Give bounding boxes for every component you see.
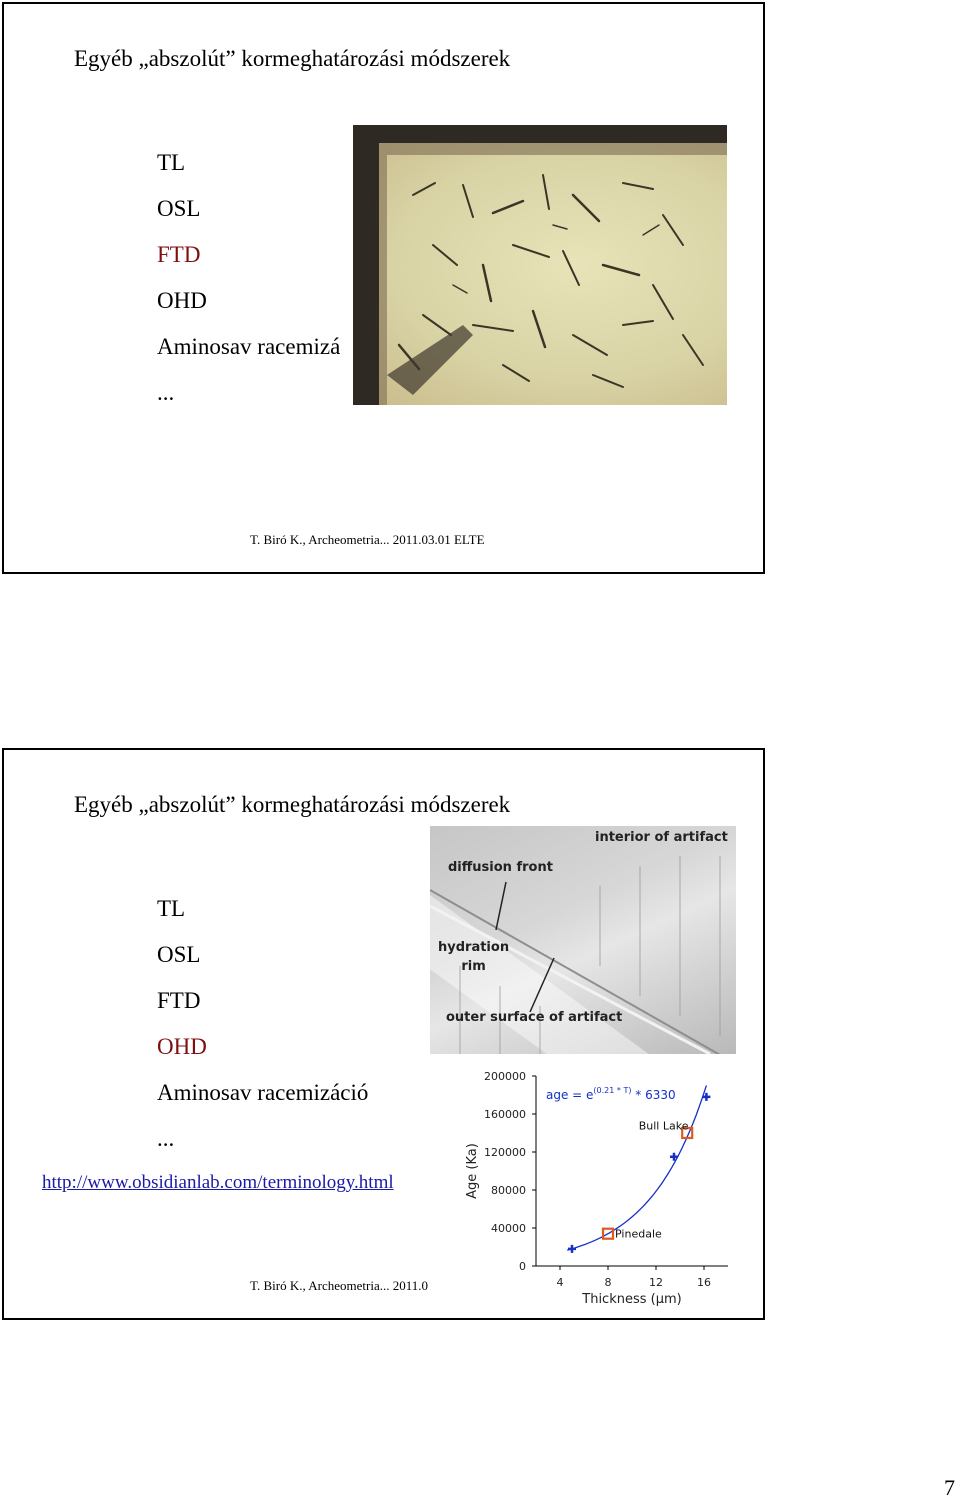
page-number: 7 <box>944 1475 955 1500</box>
x-tick-label: 4 <box>556 1276 564 1289</box>
method-item-ohd: OHD <box>157 1034 207 1059</box>
annotation-label: Bull Lake <box>638 1119 689 1133</box>
y-tick-label: 0 <box>519 1260 526 1273</box>
obsidianlab-link[interactable]: http://www.obsidianlab.com/terminology.html <box>42 1172 394 1193</box>
microscope-crystal-photo <box>353 125 727 405</box>
formula-suffix: * 6330 <box>631 1088 676 1102</box>
method-item-tl: TL <box>157 896 186 921</box>
y-axis-title: Age (Ka) <box>465 1143 480 1199</box>
method-item-ellipsis: ... <box>157 380 175 405</box>
x-tick-label: 8 <box>604 1276 612 1289</box>
method-item-ftd: FTD <box>157 988 201 1013</box>
method-item-aminosav: Aminosav racemizáció <box>157 1080 369 1105</box>
label-interior-of-artifact: interior of artifact <box>595 830 728 845</box>
hydration-rim-photo <box>430 826 736 1054</box>
formula-label <box>546 1086 676 1102</box>
method-item-aminosav: Aminosav racemizá <box>157 334 341 359</box>
method-item-ohd: OHD <box>157 288 207 313</box>
label-outer-surface: outer surface of artifact <box>446 1010 623 1025</box>
slide-1-footer: T. Biró K., Archeometria... 2011.03.01 ELTE <box>250 532 485 547</box>
method-item-ellipsis: ... <box>157 1126 175 1151</box>
formula-prefix: age = e <box>546 1088 594 1102</box>
slide-2-footer: T. Biró K., Archeometria... 2011.0 <box>250 1278 428 1293</box>
y-tick-label: 40000 <box>491 1222 526 1235</box>
fit-curve <box>567 1086 706 1251</box>
label-hydration-rim <box>438 938 509 976</box>
method-list-2 <box>157 894 368 1170</box>
method-list <box>157 148 340 424</box>
hydration-age-chart <box>456 1066 746 1312</box>
annotation-label: Pinedale <box>615 1227 662 1241</box>
label-hydration-line2: rim <box>461 959 486 974</box>
crystal-needles-image <box>353 125 727 405</box>
y-tick-label: 160000 <box>484 1108 526 1121</box>
slide-2-title: Egyéb „abszolút” kormeghatározási módszerek <box>74 792 511 817</box>
x-tick-label: 12 <box>649 1276 663 1289</box>
y-tick-label: 120000 <box>484 1146 526 1159</box>
method-item-osl: OSL <box>157 942 201 967</box>
slide-1-title: Egyéb „abszolút” kormeghatározási módszerek <box>74 46 511 71</box>
y-tick-label: 80000 <box>491 1184 526 1197</box>
slide-1 <box>2 2 765 574</box>
method-item-ftd: FTD <box>157 242 201 267</box>
formula-exponent: (0.21 * T) <box>593 1086 632 1095</box>
x-axis-title: Thickness (µm) <box>582 1292 682 1307</box>
method-item-osl: OSL <box>157 196 201 221</box>
x-tick-label: 16 <box>697 1276 711 1289</box>
data-point-plus <box>568 1245 576 1253</box>
method-item-tl: TL <box>157 150 186 175</box>
slide-2 <box>2 748 765 1320</box>
label-hydration-line1: hydration <box>438 940 510 955</box>
y-tick-label: 200000 <box>484 1070 526 1083</box>
label-diffusion-front: diffusion front <box>448 860 553 875</box>
